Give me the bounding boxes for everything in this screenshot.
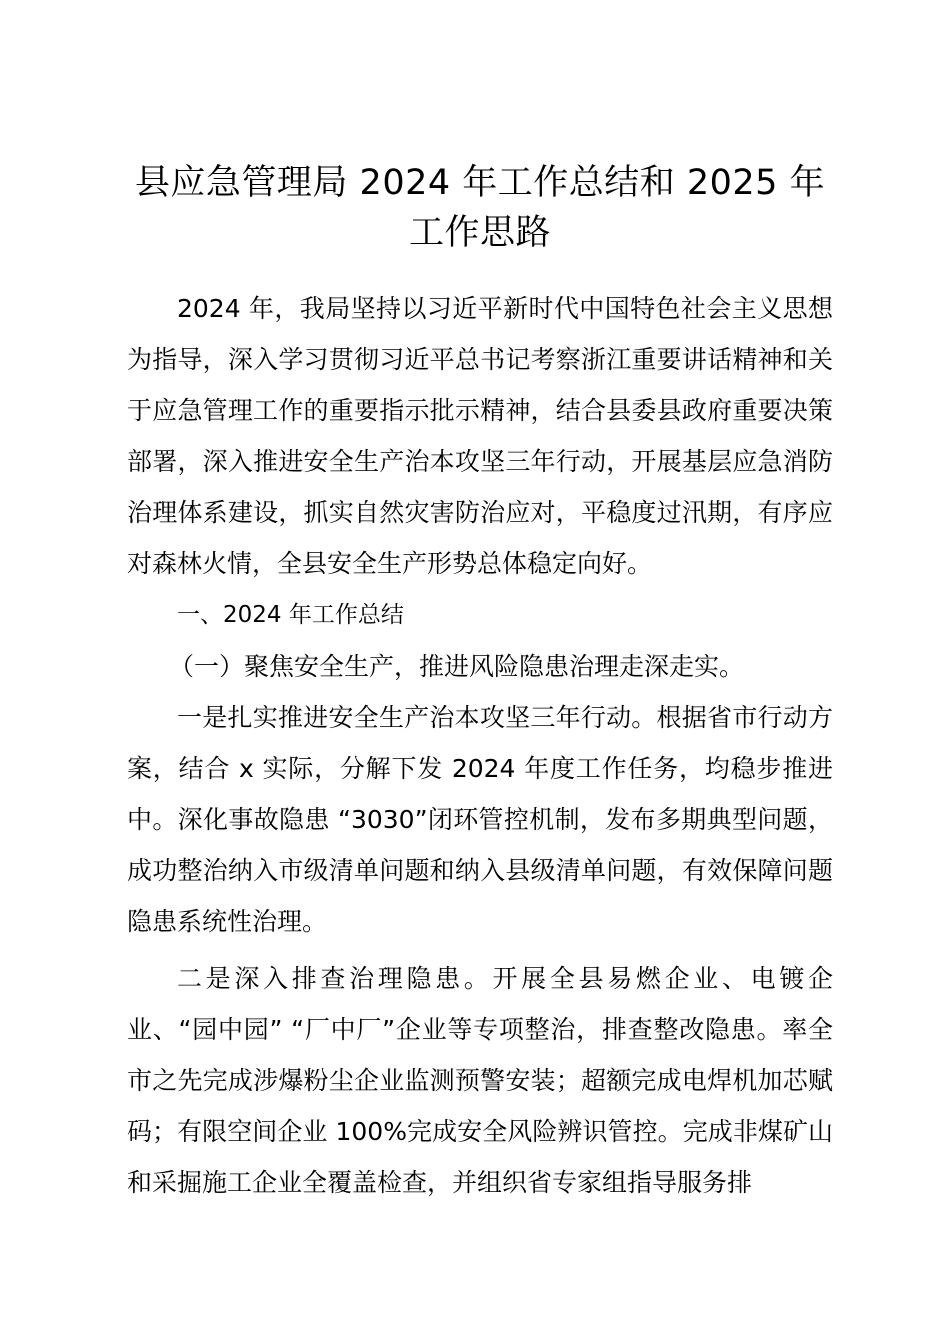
- section-heading: 一、2024 年工作总结: [177, 602, 404, 628]
- intro-paragraph: 2024 年，我局坚持以习近平新时代中国特色社会主义思想为指导，深入学习贯彻习近平总书记考察浙江重要讲话精神和关于应急管理工作的重要指示批示精神，结合县委县政府重要决策部署，深入推进安全生产治本攻坚三年行动，开展基层应急消防治理体系建设，抓实自然灾害防治应对，平稳度过汛期，有序应对森林火情，全县安全生产形势总体稳定向好。: [127, 294, 833, 578]
- document-title: 县应急管理局 2024 年工作总结和 2025 年工作思路: [134, 163, 826, 253]
- subsection-heading: （一）聚焦安全生产，推进风险隐患治理走深走实。: [169, 652, 745, 681]
- document-body: [127, 283, 833, 1208]
- body-paragraph-2: 二是深入排查治理隐患。开展全县易燃企业、电镀企业、“园中园” “厂中厂”企业等专项整治，排查整改隐患。率全市之先完成涉爆粉尘企业监测预警安装；超额完成电焊机加芯赋码；有限空间企业 100%完成安全风险辨识管控。完成非煤矿山和采掘施工企业全覆盖检查，并组织省专家组指导服务排: [127, 964, 833, 1197]
- body-paragraph-1: 一是扎实推进安全生产治本攻坚三年行动。根据省市行动方案，结合 x 实际，分解下发 2024 年度工作任务，均稳步推进中。深化事故隐患 “3030”闭环管控机制，发布多期典型问题，成功整治纳入市级清单问题和纳入县级清单问题，有效保障问题隐患系统性治理。: [127, 703, 833, 936]
